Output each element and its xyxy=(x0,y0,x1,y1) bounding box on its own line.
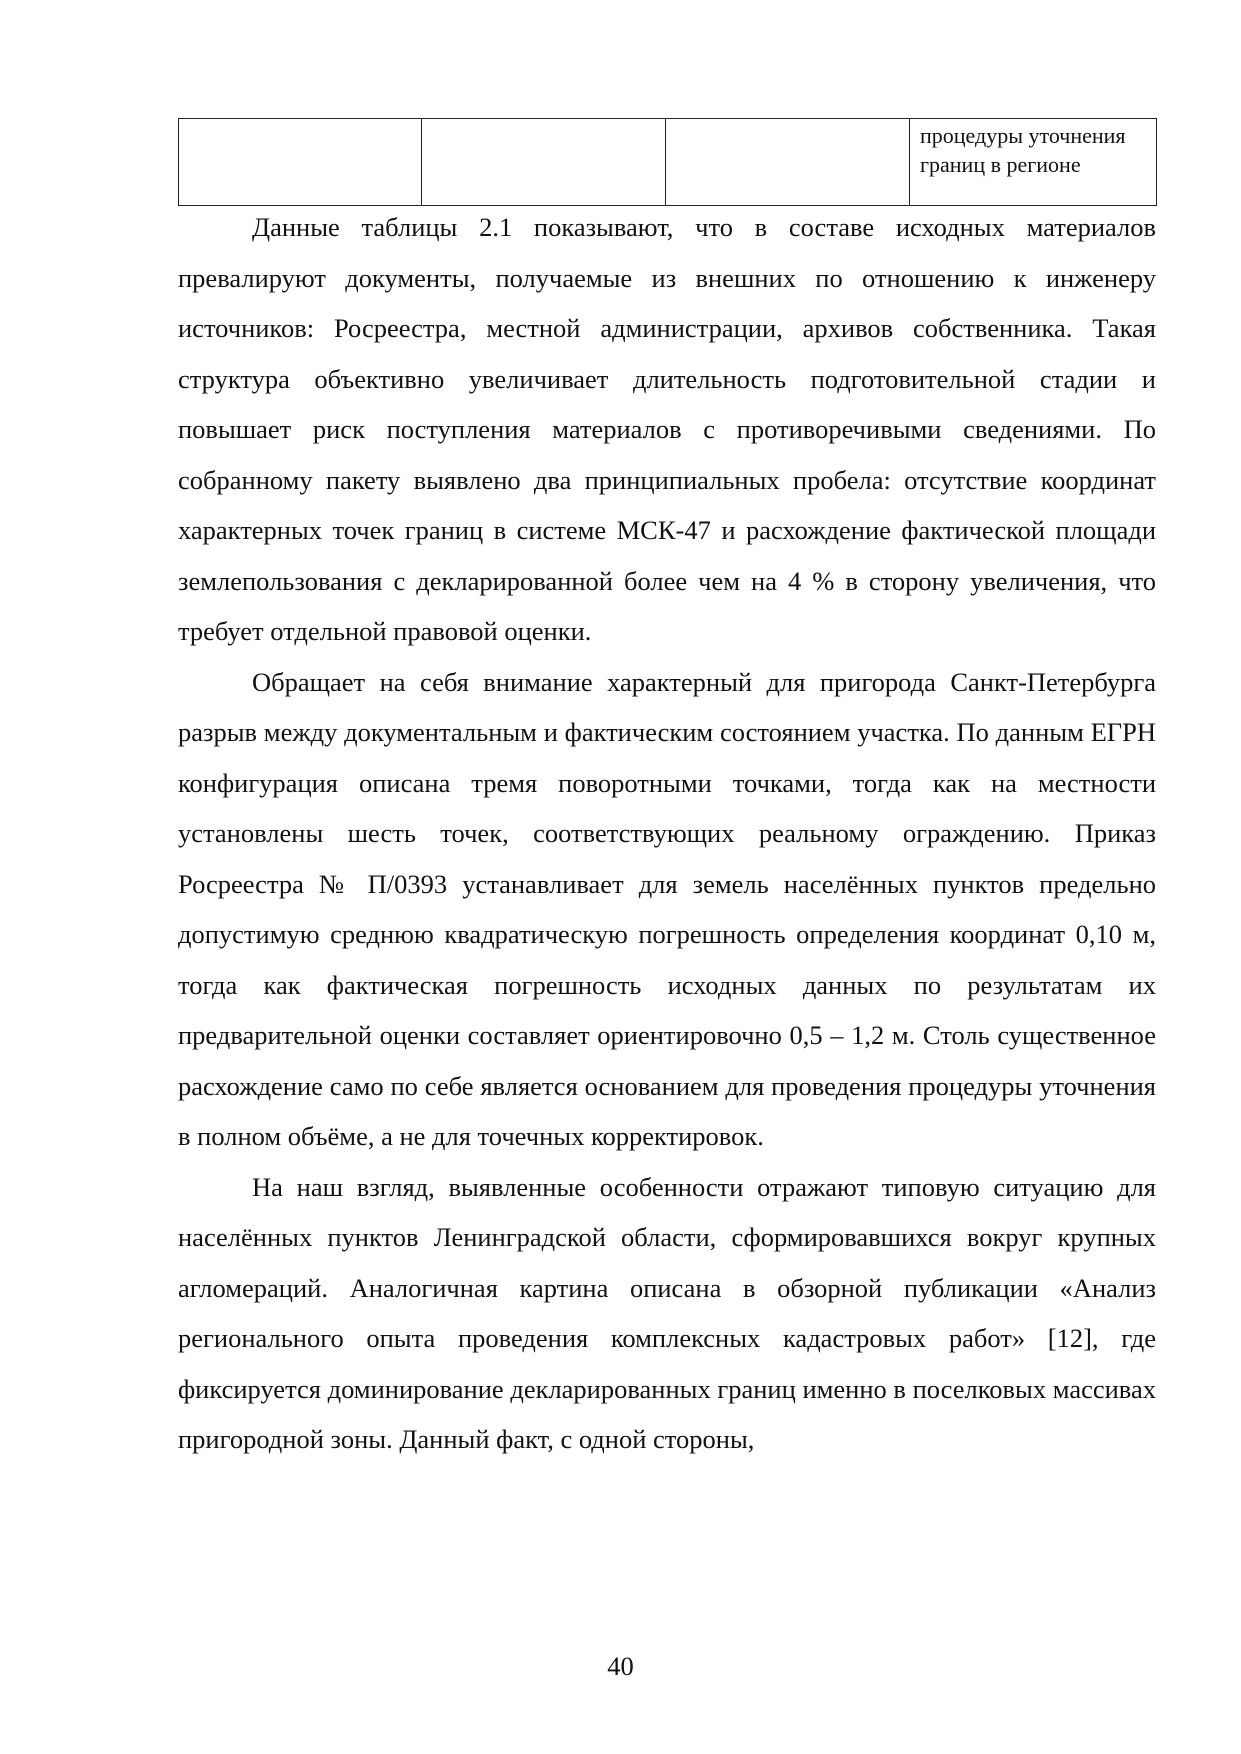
table-cell: процедуры уточнения границ в регионе xyxy=(910,119,1157,206)
table-continuation xyxy=(178,118,1157,206)
paragraph: Данные таблицы 2.1 показывают, что в составе исходных материалов превалируют документы, получаемые из внешних по отношению к инженеру источников: Росреестра, местной администрации, архивов собственника. Такая структура объективно увеличивает длительность подготовительной стадии и повышает риск поступления материалов с противоречивыми сведениями. По собранному пакету выявлено два принципиальных пробела: отсутствие координат характерных точек границ в системе МСК-47 и расхождение фактической площади землепользования с декларированной более чем на 4 % в сторону увеличения, что требует отдельной правовой оценки. xyxy=(178,212,1156,646)
paragraph: Обращает на себя внимание характерный для пригорода Санкт-Петербурга разрыв между документальным и фактическим состоянием участка. По данным ЕГРН конфигурация описана тремя поворотными точками, тогда как на местности установлены шесть точек, соответствующих реальному ограждению. Приказ Росреестра № П/0393 устанавливает для земель населённых пунктов предельно допустимую среднюю квадратическую погрешность определения координат 0,10 м, тогда как фактическая погрешность исходных данных по результатам их предварительной оценки составляет ориентировочно 0,5 – 1,2 м. Столь существенное расхождение само по себе является основанием для проведения процедуры уточнения в полном объёме, а не для точечных корректировок. xyxy=(178,666,1156,1151)
paragraph: На наш взгляд, выявленные особенности отражают типовую ситуацию для населённых пунктов Ленинградской области, сформировавшихся вокруг крупных агломераций. Аналогичная картина описана в обзорной публикации «Анализ регионального опыта проведения комплексных кадастровых работ» [12], где фиксируется доминирование декларированных границ именно в поселковых массивах пригородной зоны. Данный факт, с одной стороны, xyxy=(178,1171,1156,1454)
page-number: 40 xyxy=(607,1651,634,1681)
table-cell xyxy=(179,119,422,206)
table-cell xyxy=(422,119,666,206)
body-text xyxy=(178,202,1156,1465)
table-cell xyxy=(666,119,910,206)
table-row xyxy=(179,119,1157,206)
